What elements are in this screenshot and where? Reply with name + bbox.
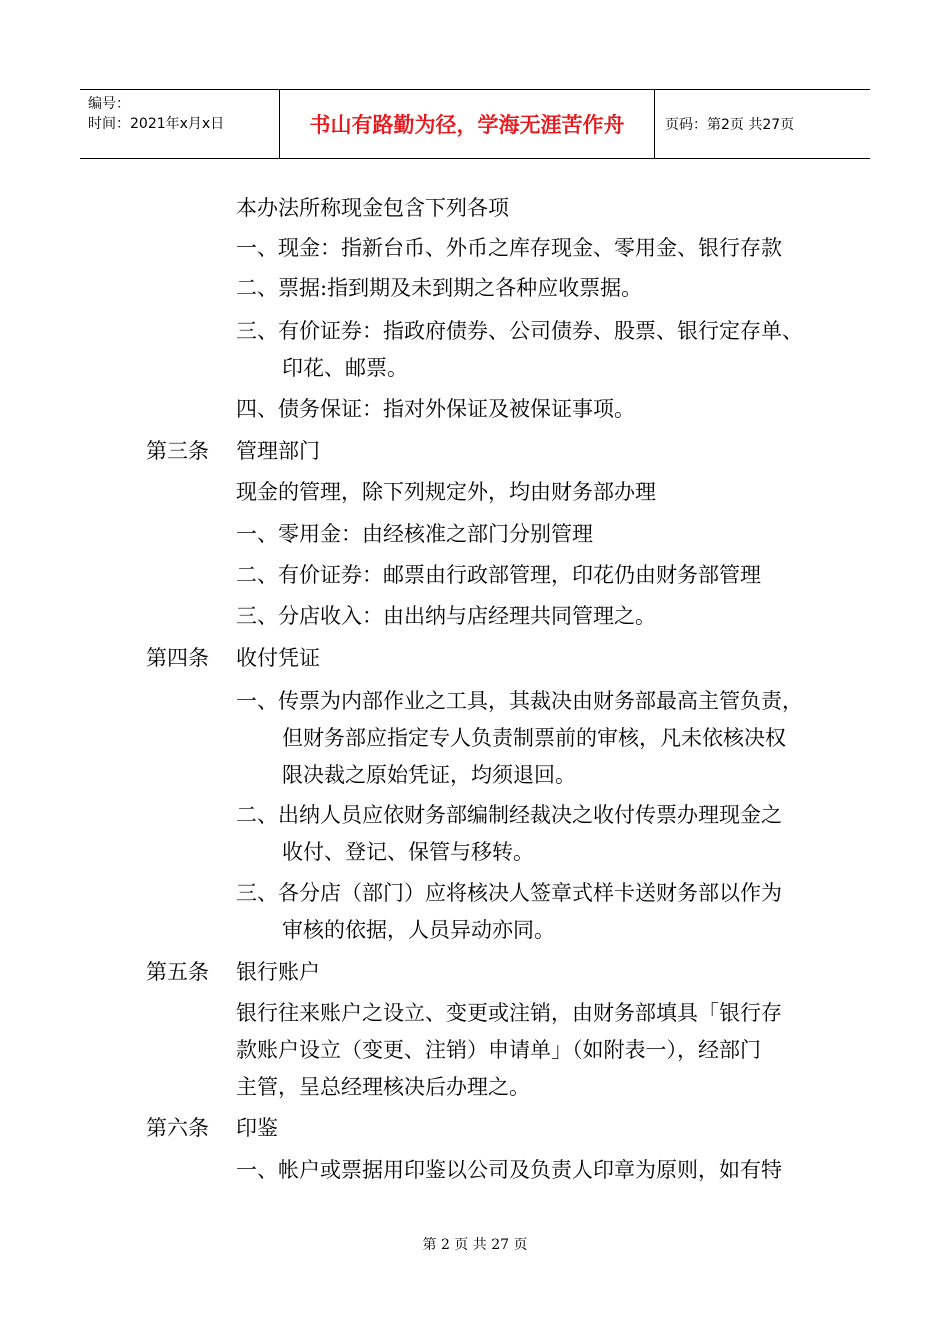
header-meta xyxy=(80,90,280,158)
header-page-info: 页码：第2页 共27页 xyxy=(665,117,795,133)
list-item: 四、债务保证：指对外保证及被保证事项。 xyxy=(236,397,635,421)
list-item: 二、票据:指到期及未到期之各种应收票据。 xyxy=(236,276,643,300)
article-number: 第五条 xyxy=(146,960,209,984)
article-number: 第三条 xyxy=(146,439,209,463)
list-item-continuation: 收付、登记、保管与移转。 xyxy=(282,840,534,864)
list-item: 一、零用金：由经核准之部门分别管理 xyxy=(236,522,593,546)
list-item: 二、有价证券：邮票由行政部管理，印花仍由财务部管理 xyxy=(236,563,761,587)
paragraph-continuation: 款账户设立（变更、注销）申请单」（如附表一），经部门 xyxy=(236,1038,761,1062)
list-item-continuation: 限决裁之原始凭证，均须退回。 xyxy=(282,763,576,787)
list-item: 三、各分店（部门）应将核决人签章式样卡送财务部以作为 xyxy=(236,881,782,905)
list-item-continuation: 但财务部应指定专人负责制票前的审核，凡未依核决权 xyxy=(282,726,786,750)
time-label: 时间：2021年x月x日 xyxy=(88,116,225,132)
article-title: 银行账户 xyxy=(236,960,320,984)
list-item: 一、帐户或票据用印鉴以公司及负责人印章为原则，如有特 xyxy=(236,1158,782,1182)
number-label: 编号： xyxy=(88,96,130,112)
list-item: 二、出纳人员应依财务部编制经裁决之收付传票办理现金之 xyxy=(236,803,782,827)
article-number: 第四条 xyxy=(146,646,209,670)
article-title: 印鉴 xyxy=(236,1116,278,1140)
page-header xyxy=(80,89,870,159)
list-item: 三、分店收入：由出纳与店经理共同管理之。 xyxy=(236,604,656,628)
list-item: 三、有价证券：指政府债券、公司债券、股票、银行定存单、 xyxy=(236,319,803,343)
header-motto: 书山有路勤为径，学海无涯苦作舟 xyxy=(280,90,655,158)
article-title: 收付凭证 xyxy=(236,646,320,670)
paragraph-continuation: 主管，呈总经理核决后办理之。 xyxy=(236,1075,530,1099)
list-item: 一、现金：指新台币、外币之库存现金、零用金、银行存款 xyxy=(236,236,782,260)
list-item-continuation: 审核的依据，人员异动亦同。 xyxy=(282,918,555,942)
paragraph: 本办法所称现金包含下列各项 xyxy=(236,196,509,220)
article-title: 管理部门 xyxy=(236,439,320,463)
list-item: 一、传票为内部作业之工具，其裁决由财务部最高主管负责， xyxy=(236,689,803,713)
page-footer: 第 2 页 共 27 页 xyxy=(422,1237,528,1253)
list-item-continuation: 印花、邮票。 xyxy=(282,356,408,380)
paragraph: 银行往来账户之设立、变更或注销，由财务部填具「银行存 xyxy=(236,1001,782,1025)
paragraph: 现金的管理，除下列规定外，均由财务部办理 xyxy=(236,480,656,504)
article-number: 第六条 xyxy=(146,1116,209,1140)
